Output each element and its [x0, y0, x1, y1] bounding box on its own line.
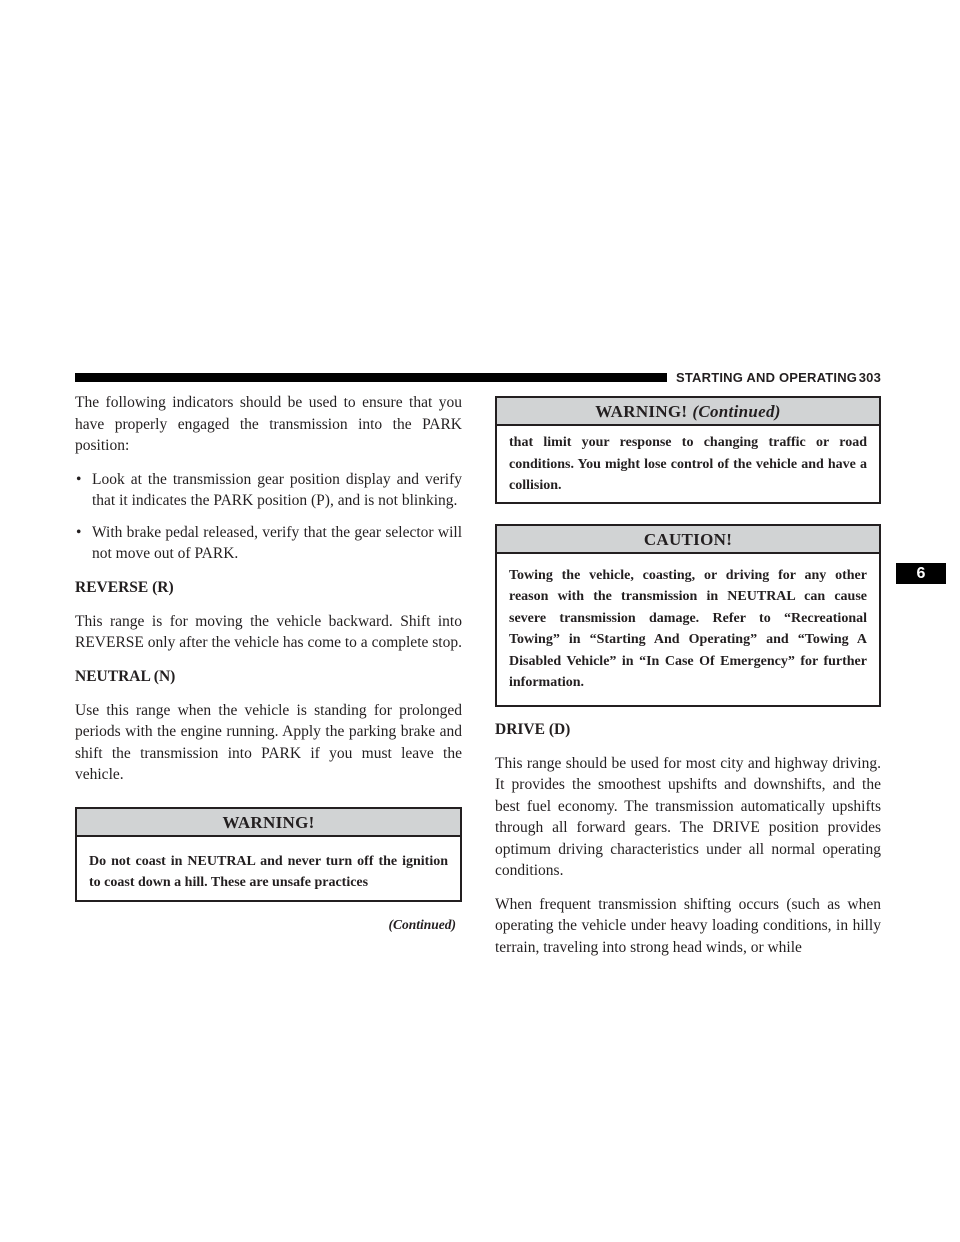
warning-box	[75, 807, 462, 902]
frequent-shifting-paragraph: When frequent transmission shifting occurs (such as when operating the vehicle under heavy loading conditions, in hilly terrain, traveling into strong head winds, or while	[495, 895, 881, 956]
caution-box	[495, 524, 881, 707]
right-column	[495, 396, 881, 970]
neutral-paragraph: Use this range when the vehicle is standing for prolonged periods with the engine running. Apply the parking brake and shift the transmission into PARK if you must leave the vehicle.	[75, 701, 462, 783]
reverse-heading: REVERSE (R)	[75, 578, 174, 596]
warning-title: WARNING!	[77, 809, 460, 837]
left-column	[75, 392, 462, 935]
chapter-tab[interactable]: 6	[896, 563, 946, 584]
section-title: STARTING AND OPERATING	[676, 370, 858, 385]
indicator-list	[75, 469, 462, 565]
caution-title: CAUTION!	[497, 526, 879, 554]
continued-label: (Continued)	[388, 916, 456, 932]
drive-heading: DRIVE (D)	[495, 720, 571, 738]
bullet-icon: •	[76, 523, 82, 541]
bullet-icon: •	[76, 470, 82, 488]
warning-continued-title: WARNING! (Continued)	[497, 398, 879, 426]
running-header	[676, 370, 881, 386]
page-number: 303	[858, 370, 881, 385]
list-item: • Look at the transmission gear position display and verify that it indicates the PARK position (P), and is not blinking.	[76, 470, 462, 509]
warning-continued-box	[495, 396, 881, 504]
header-rule	[75, 373, 667, 382]
reverse-paragraph: This range is for moving the vehicle backward. Shift into REVERSE only after the vehicle has come to a complete stop.	[75, 612, 462, 651]
warning-continued-text: that limit your response to changing traffic or road conditions. You might lose control of the vehicle and have a collision.	[509, 435, 867, 493]
drive-paragraph: This range should be used for most city and highway driving. It provides the smoothest upshifts and downshifts, and the best fuel economy. The transmission automatically upshifts through all forward gears. The DRIVE position provides optimum driving characteristics under all normal operating conditions.	[495, 754, 881, 879]
list-item: • With brake pedal released, verify that the gear selector will not move out of PARK.	[76, 523, 462, 562]
warning-text: Do not coast in NEUTRAL and never turn off the ignition to coast down a hill. These are unsafe practices	[89, 853, 448, 890]
neutral-heading: NEUTRAL (N)	[75, 667, 176, 685]
caution-text: Towing the vehicle, coasting, or driving for any other reason with the transmission in NEUTRAL can cause severe transmission damage. Refer to “Recreational Towing” in “Starting And Operating” and “Towing A Disabled Vehicle” in “In Case Of Emergency” for further information.	[509, 567, 867, 690]
intro-paragraph: The following indicators should be used to ensure that you have properly engaged the transmission into the PARK position:	[75, 394, 462, 454]
